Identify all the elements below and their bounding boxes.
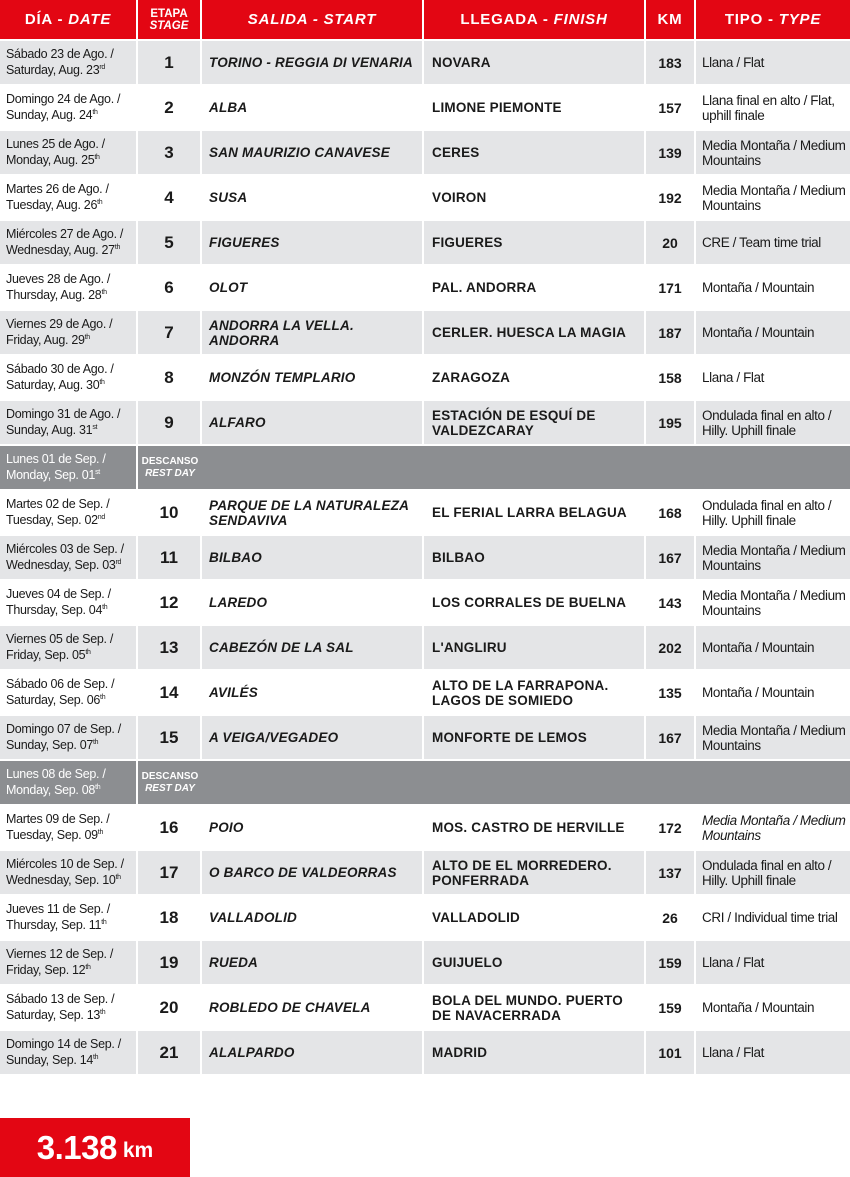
date-en: Monday, Sep. 08 bbox=[6, 783, 96, 798]
date-cell bbox=[0, 356, 138, 401]
start-location: SUSA bbox=[202, 176, 424, 221]
distance-km: 20 bbox=[646, 221, 696, 266]
stage-number: 2 bbox=[138, 86, 202, 131]
date-en: Wednesday, Sep. 03 bbox=[6, 558, 116, 573]
stage-number: 10 bbox=[138, 491, 202, 536]
stage-number: 6 bbox=[138, 266, 202, 311]
distance-km: 159 bbox=[646, 986, 696, 1031]
date-cell bbox=[0, 86, 138, 131]
table-row bbox=[0, 266, 850, 311]
stage-number: 8 bbox=[138, 356, 202, 401]
date-en: Tuesday, Aug. 26 bbox=[6, 198, 98, 213]
distance-km: 159 bbox=[646, 941, 696, 986]
date-cell bbox=[0, 806, 138, 851]
distance-km: 192 bbox=[646, 176, 696, 221]
date-es: Sábado 13 de Sep. / bbox=[6, 992, 115, 1007]
finish-location: ALTO DE EL MORREDERO. PONFERRADA bbox=[424, 851, 646, 896]
rest-en: REST DAY bbox=[145, 467, 195, 479]
total-distance-value: 3.138 bbox=[36, 1128, 117, 1166]
distance-km: 167 bbox=[646, 716, 696, 761]
date-suffix: th bbox=[92, 109, 98, 117]
table-row bbox=[0, 86, 850, 131]
stage-type: Montaña / Mountain bbox=[696, 626, 850, 671]
date-suffix: th bbox=[102, 604, 108, 612]
date-suffix: th bbox=[85, 649, 91, 657]
date-en: Monday, Sep. 01 bbox=[6, 468, 96, 483]
date-suffix: st bbox=[95, 469, 100, 477]
start-location: SAN MAURIZIO CANAVESE bbox=[202, 131, 424, 176]
date-cell bbox=[0, 401, 138, 446]
date-es: Sábado 06 de Sep. / bbox=[6, 677, 115, 692]
date-es: Viernes 12 de Sep. / bbox=[6, 947, 114, 962]
rest-day-label bbox=[138, 446, 202, 491]
date-cell bbox=[0, 41, 138, 86]
date-es: Viernes 29 de Ago. / bbox=[6, 317, 113, 332]
date-es: Domingo 07 de Sep. / bbox=[6, 722, 121, 737]
stage-type: Montaña / Mountain bbox=[696, 986, 850, 1031]
table-row bbox=[0, 986, 850, 1031]
stage-type: Montaña / Mountain bbox=[696, 311, 850, 356]
header-finish: LLEGADA - FINISH bbox=[424, 0, 646, 41]
date-es: Domingo 14 de Sep. / bbox=[6, 1037, 121, 1052]
finish-location: ESTACIÓN DE ESQUÍ DE VALDEZCARAY bbox=[424, 401, 646, 446]
date-cell bbox=[0, 536, 138, 581]
date-suffix: th bbox=[93, 1054, 99, 1062]
stage-number: 1 bbox=[138, 41, 202, 86]
header-type: TIPO - TYPE bbox=[696, 0, 850, 41]
start-location: LAREDO bbox=[202, 581, 424, 626]
date-es: Lunes 08 de Sep. / bbox=[6, 767, 106, 782]
stage-number: 14 bbox=[138, 671, 202, 716]
total-distance-badge bbox=[0, 1118, 190, 1177]
stage-type: Montaña / Mountain bbox=[696, 671, 850, 716]
date-suffix: th bbox=[85, 964, 91, 972]
stage-number: 4 bbox=[138, 176, 202, 221]
distance-km: 158 bbox=[646, 356, 696, 401]
stage-number: 13 bbox=[138, 626, 202, 671]
start-location: ANDORRA LA VELLA. ANDORRA bbox=[202, 311, 424, 356]
stage-type: Llana final en alto / Flat, uphill finale bbox=[696, 86, 850, 131]
date-suffix: rd bbox=[99, 64, 105, 72]
table-row bbox=[0, 491, 850, 536]
rest-day-row bbox=[0, 761, 850, 806]
header-start: SALIDA - START bbox=[202, 0, 424, 41]
stage-number: 3 bbox=[138, 131, 202, 176]
date-es: Jueves 04 de Sep. / bbox=[6, 587, 111, 602]
date-en: Thursday, Sep. 11 bbox=[6, 918, 102, 933]
date-en: Tuesday, Sep. 09 bbox=[6, 828, 98, 843]
stage-type: Llana / Flat bbox=[696, 941, 850, 986]
date-en: Tuesday, Sep. 02 bbox=[6, 513, 98, 528]
date-suffix: th bbox=[93, 739, 99, 747]
start-location: ALALPARDO bbox=[202, 1031, 424, 1076]
stage-number: 18 bbox=[138, 896, 202, 941]
date-suffix: th bbox=[94, 154, 100, 162]
date-suffix: st bbox=[92, 424, 98, 432]
date-suffix: th bbox=[100, 1009, 106, 1017]
rest-es: DESCANSO bbox=[141, 455, 199, 467]
distance-km: 195 bbox=[646, 401, 696, 446]
start-location: A VEIGA/VEGADEO bbox=[202, 716, 424, 761]
header-date: DÍA - DATE bbox=[0, 0, 138, 41]
date-suffix: th bbox=[97, 199, 103, 207]
start-location: OLOT bbox=[202, 266, 424, 311]
start-location: O BARCO DE VALDEORRAS bbox=[202, 851, 424, 896]
finish-location: VOIRON bbox=[424, 176, 646, 221]
stage-type: Media Montaña / Medium Mountains bbox=[696, 176, 850, 221]
finish-location: FIGUERES bbox=[424, 221, 646, 266]
distance-km: 167 bbox=[646, 536, 696, 581]
total-distance-unit: km bbox=[122, 1138, 154, 1162]
date-en: Thursday, Sep. 04 bbox=[6, 603, 103, 618]
table-row bbox=[0, 131, 850, 176]
table-row bbox=[0, 716, 850, 761]
date-es: Martes 02 de Sep. / bbox=[6, 497, 110, 512]
date-cell bbox=[0, 266, 138, 311]
date-es: Sábado 23 de Ago. / bbox=[6, 47, 114, 62]
start-location: POIO bbox=[202, 806, 424, 851]
date-cell bbox=[0, 491, 138, 536]
distance-km: 183 bbox=[646, 41, 696, 86]
date-cell bbox=[0, 131, 138, 176]
start-location: FIGUERES bbox=[202, 221, 424, 266]
stage-number: 7 bbox=[138, 311, 202, 356]
finish-location: NOVARA bbox=[424, 41, 646, 86]
date-suffix: th bbox=[99, 379, 105, 387]
table-row bbox=[0, 806, 850, 851]
distance-km: 202 bbox=[646, 626, 696, 671]
finish-location: MOS. CASTRO DE HERVILLE bbox=[424, 806, 646, 851]
stage-type: CRI / Individual time trial bbox=[696, 896, 850, 941]
finish-location: MADRID bbox=[424, 1031, 646, 1076]
rest-day-fill bbox=[202, 446, 850, 491]
stage-type: Montaña / Mountain bbox=[696, 266, 850, 311]
date-cell bbox=[0, 176, 138, 221]
distance-km: 157 bbox=[646, 86, 696, 131]
stage-type: Ondulada final en alto / Hilly. Uphill finale bbox=[696, 851, 850, 896]
table-row bbox=[0, 401, 850, 446]
stage-number: 5 bbox=[138, 221, 202, 266]
header-km: KM bbox=[646, 0, 696, 41]
date-es: Martes 09 de Sep. / bbox=[6, 812, 110, 827]
date-es: Jueves 11 de Sep. / bbox=[6, 902, 110, 917]
date-cell bbox=[0, 986, 138, 1031]
date-suffix: th bbox=[97, 829, 104, 837]
rest-day-row bbox=[0, 446, 850, 491]
distance-km: 172 bbox=[646, 806, 696, 851]
date-es: Viernes 05 de Sep. / bbox=[6, 632, 114, 647]
stage-type: Media Montaña / Medium Mountains bbox=[696, 131, 850, 176]
start-location: CABEZÓN DE LA SAL bbox=[202, 626, 424, 671]
date-en: Sunday, Sep. 07 bbox=[6, 738, 94, 753]
rest-day-fill bbox=[202, 761, 850, 806]
date-es: Miércoles 03 de Sep. / bbox=[6, 542, 124, 557]
date-es: Martes 26 de Ago. / bbox=[6, 182, 109, 197]
stage-type: Llana / Flat bbox=[696, 41, 850, 86]
finish-location: MONFORTE DE LEMOS bbox=[424, 716, 646, 761]
distance-km: 101 bbox=[646, 1031, 696, 1076]
rest-es: DESCANSO bbox=[141, 770, 199, 782]
start-location: BILBAO bbox=[202, 536, 424, 581]
date-cell bbox=[0, 851, 138, 896]
distance-km: 171 bbox=[646, 266, 696, 311]
date-cell bbox=[0, 311, 138, 356]
date-en: Friday, Sep. 05 bbox=[6, 648, 86, 663]
date-es: Sábado 30 de Ago. / bbox=[6, 362, 114, 377]
date-cell bbox=[0, 446, 138, 491]
table-row bbox=[0, 581, 850, 626]
date-cell bbox=[0, 671, 138, 716]
finish-location: EL FERIAL LARRA BELAGUA bbox=[424, 491, 646, 536]
start-location: VALLADOLID bbox=[202, 896, 424, 941]
finish-location: CERLER. HUESCA LA MAGIA bbox=[424, 311, 646, 356]
table-row bbox=[0, 311, 850, 356]
finish-location: L'ANGLIRU bbox=[424, 626, 646, 671]
start-location: TORINO - REGGIA DI VENARIA bbox=[202, 41, 424, 86]
stage-type: Media Montaña / Medium Mountains bbox=[696, 536, 850, 581]
date-en: Wednesday, Aug. 27 bbox=[6, 243, 115, 258]
stage-type: Ondulada final en alto / Hilly. Uphill finale bbox=[696, 491, 850, 536]
date-en: Wednesday, Sep. 10 bbox=[6, 873, 116, 888]
date-es: Jueves 28 de Ago. / bbox=[6, 272, 111, 287]
distance-km: 26 bbox=[646, 896, 696, 941]
header-stage: ETAPA STAGE bbox=[138, 0, 202, 41]
start-location: ALFARO bbox=[202, 401, 424, 446]
date-suffix: th bbox=[114, 244, 121, 252]
date-en: Sunday, Aug. 31 bbox=[6, 423, 93, 438]
table-row bbox=[0, 671, 850, 716]
date-cell bbox=[0, 221, 138, 266]
date-en: Thursday, Aug. 28 bbox=[6, 288, 102, 303]
finish-location: CERES bbox=[424, 131, 646, 176]
date-cell bbox=[0, 626, 138, 671]
finish-location: LOS CORRALES DE BUELNA bbox=[424, 581, 646, 626]
stage-number: 9 bbox=[138, 401, 202, 446]
date-cell bbox=[0, 941, 138, 986]
finish-location: BOLA DEL MUNDO. PUERTO DE NAVACERRADA bbox=[424, 986, 646, 1031]
table-row bbox=[0, 1031, 850, 1076]
stage-number: 21 bbox=[138, 1031, 202, 1076]
distance-km: 187 bbox=[646, 311, 696, 356]
date-en: Friday, Aug. 29 bbox=[6, 333, 85, 348]
stage-type: CRE / Team time trial bbox=[696, 221, 850, 266]
date-en: Saturday, Aug. 30 bbox=[6, 378, 100, 393]
start-location: RUEDA bbox=[202, 941, 424, 986]
start-location: PARQUE DE LA NATURALEZA SENDAVIVA bbox=[202, 491, 424, 536]
date-en: Monday, Aug. 25 bbox=[6, 153, 95, 168]
table-row bbox=[0, 851, 850, 896]
date-es: Domingo 24 de Ago. / bbox=[6, 92, 121, 107]
distance-km: 139 bbox=[646, 131, 696, 176]
finish-location: BILBAO bbox=[424, 536, 646, 581]
date-es: Lunes 01 de Sep. / bbox=[6, 452, 106, 467]
start-location: AVILÉS bbox=[202, 671, 424, 716]
date-es: Domingo 31 de Ago. / bbox=[6, 407, 121, 422]
date-en: Saturday, Sep. 06 bbox=[6, 693, 101, 708]
date-suffix: th bbox=[100, 694, 106, 702]
table-row bbox=[0, 941, 850, 986]
table-row bbox=[0, 536, 850, 581]
start-location: ALBA bbox=[202, 86, 424, 131]
date-suffix: th bbox=[115, 874, 121, 882]
date-cell bbox=[0, 581, 138, 626]
stage-number: 19 bbox=[138, 941, 202, 986]
stage-type: Llana / Flat bbox=[696, 356, 850, 401]
date-en: Sunday, Aug. 24 bbox=[6, 108, 93, 123]
date-en: Friday, Sep. 12 bbox=[6, 963, 86, 978]
stage-type: Llana / Flat bbox=[696, 1031, 850, 1076]
finish-location: ALTO DE LA FARRAPONA. LAGOS DE SOMIEDO bbox=[424, 671, 646, 716]
date-cell bbox=[0, 716, 138, 761]
finish-location: ZARAGOZA bbox=[424, 356, 646, 401]
date-en: Sunday, Sep. 14 bbox=[6, 1053, 94, 1068]
table-row bbox=[0, 356, 850, 401]
stage-type: Media Montaña / Medium Mountains bbox=[696, 806, 850, 851]
stage-type: Ondulada final en alto / Hilly. Uphill finale bbox=[696, 401, 850, 446]
stage-number: 17 bbox=[138, 851, 202, 896]
table-row bbox=[0, 41, 850, 86]
rest-day-label bbox=[138, 761, 202, 806]
stage-number: 11 bbox=[138, 536, 202, 581]
date-en: Saturday, Sep. 13 bbox=[6, 1008, 101, 1023]
stage-number: 20 bbox=[138, 986, 202, 1031]
date-suffix: th bbox=[101, 919, 107, 927]
stage-type: Media Montaña / Medium Mountains bbox=[696, 581, 850, 626]
finish-location: PAL. ANDORRA bbox=[424, 266, 646, 311]
date-suffix: nd bbox=[97, 514, 105, 522]
date-suffix: th bbox=[101, 289, 107, 297]
distance-km: 137 bbox=[646, 851, 696, 896]
distance-km: 135 bbox=[646, 671, 696, 716]
table-row bbox=[0, 896, 850, 941]
date-en: Saturday, Aug. 23 bbox=[6, 63, 100, 78]
date-suffix: rd bbox=[115, 559, 122, 567]
stage-type: Media Montaña / Medium Mountains bbox=[696, 716, 850, 761]
finish-location: VALLADOLID bbox=[424, 896, 646, 941]
start-location: MONZÓN TEMPLARIO bbox=[202, 356, 424, 401]
table-row bbox=[0, 626, 850, 671]
finish-location: LIMONE PIEMONTE bbox=[424, 86, 646, 131]
distance-km: 168 bbox=[646, 491, 696, 536]
date-cell bbox=[0, 761, 138, 806]
start-location: ROBLEDO DE CHAVELA bbox=[202, 986, 424, 1031]
distance-km: 143 bbox=[646, 581, 696, 626]
date-suffix: th bbox=[95, 784, 101, 792]
table-row bbox=[0, 221, 850, 266]
table-row bbox=[0, 176, 850, 221]
table-header bbox=[0, 0, 850, 41]
date-cell bbox=[0, 896, 138, 941]
stage-number: 15 bbox=[138, 716, 202, 761]
date-es: Miércoles 10 de Sep. / bbox=[6, 857, 124, 872]
finish-location: GUIJUELO bbox=[424, 941, 646, 986]
date-es: Miércoles 27 de Ago. / bbox=[6, 227, 124, 242]
date-es: Lunes 25 de Ago. / bbox=[6, 137, 105, 152]
rest-en: REST DAY bbox=[145, 782, 195, 794]
stage-number: 16 bbox=[138, 806, 202, 851]
date-cell bbox=[0, 1031, 138, 1076]
date-suffix: th bbox=[84, 334, 90, 342]
stage-number: 12 bbox=[138, 581, 202, 626]
